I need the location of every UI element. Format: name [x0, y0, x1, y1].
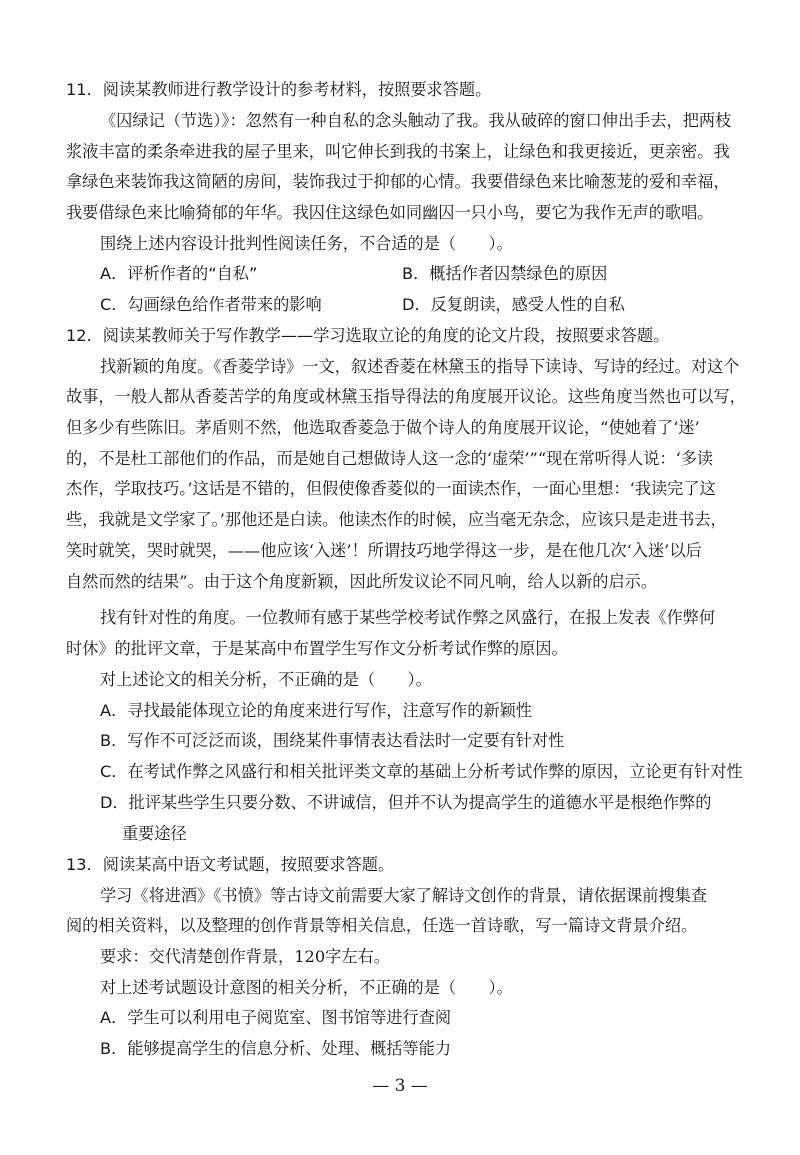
q13-passage-line: 阅的相关资料，以及整理的创作背景等相关信息，任选一首诗歌，写一篇诗文背景介绍。 [66, 916, 698, 935]
q11-passage-line: 我要借绿色来比喻猗郁的年华。我囚住这绿色如同幽囚一只小鸟，要它为我作无声的歌唱。 [66, 203, 714, 222]
q11-option-d: D．反复朗读，感受人性的自私 [402, 295, 625, 314]
q11-passage-line: 拿绿色来装饰我这简陋的房间，装饰我过于抑郁的心情。我要借绿色来比喻葱茏的爱和幸福， [66, 172, 730, 191]
page-number: — 3 — [372, 1076, 428, 1096]
q11-passage-line: 《囚绿记（节选）》：忽然有一种自私的念头触动了我。我从破碎的窗口伸出手去，把两枝 [100, 111, 732, 130]
q12-passage-line: 找新颖的角度。《香菱学诗》一文，叙述香菱在林黛玉的指导下读诗、写诗的经过。对这个 [100, 357, 740, 376]
q11-options-row-2 [100, 295, 800, 315]
q11-passage-line: 浆液丰富的柔条牵进我的屋子里来，叫它伸长到我的书案上，让绿色和我更接近，更亲密。我 [66, 142, 730, 161]
q11-question: 围绕上述内容设计批判性阅读任务，不合适的是（ ）。 [100, 234, 513, 253]
q12-option-a: A．寻找最能体现立论的角度来进行写作，注意写作的新颖性 [100, 701, 532, 720]
q13-question: 对上述考试题设计意图的相关分析，不正确的是（ ）。 [100, 978, 513, 997]
q11-option-b: B．概括作者囚禁绿色的原因 [402, 264, 608, 283]
q12-question: 对上述论文的相关分析，不正确的是（ ）。 [100, 670, 432, 689]
q12-passage-line: 找有针对性的角度。一位教师有感于某些学校考试作弊之风盛行，在报上发表《作弊何 [100, 608, 716, 627]
q12-stem: 12．阅读某教师关于写作教学——学习选取立论的角度的论文片段，按照要求答题。 [66, 326, 670, 345]
q12-option-b: B．写作不可泛泛而谈，围绕某件事情表达看法时一定要有针对性 [100, 731, 565, 750]
q12-passage-line: 但多少有些陈旧。茅盾则不然，他选取香菱急于做个诗人的角度展开议论，“使她着了‘迷’ [66, 418, 700, 437]
q12-option-c: C．在考试作弊之风盛行和相关批评类文章的基础上分析考试作弊的原因，立论更有针对性 [100, 762, 743, 781]
q13-option-a: A．学生可以利用电子阅览室、图书馆等进行查阅 [100, 1008, 452, 1027]
q13-passage-line: 要求：交代清楚创作背景，120字左右。 [100, 947, 390, 966]
q13-option-b: B．能够提高学生的信息分析、处理、概括等能力 [100, 1039, 452, 1058]
q12-option-d: D．批评某些学生只要分数、不讲诚信，但并不认为提高学生的道德水平是根绝作弊的 [100, 793, 712, 812]
q12-passage-line: 时休》的批评文章，于是某高中布置学生写作文分析考试作弊的原因。 [66, 639, 568, 658]
q11-option-a: A．评析作者的“自私” [100, 264, 258, 283]
q11-stem: 11．阅读某教师进行教学设计的参考材料，按照要求答题。 [66, 80, 492, 99]
q12-passage-line: 故事，一般人都从香菱苦学的角度或林黛玉指导得法的角度展开议论。这些角度当然也可以写， [66, 387, 746, 406]
q12-option-d-continued: 重要途径 [122, 824, 187, 843]
q12-passage-line: 杰作，学取技巧。’这话是不错的，但假使像香菱似的一面读杰作，一面心里想：‘我读完了这 [66, 479, 716, 498]
q12-passage-line: 自然而然的结果”。由于这个角度新颖，因此所发议论不同凡响，给人以新的启示。 [66, 572, 658, 591]
q11-options-row-1 [100, 264, 800, 284]
q12-passage-line: 的，不是杜工部他们的作品，而是她自己想做诗人这一念的‘虚荣’”“现在常听得人说：‘多读 [66, 449, 714, 468]
q12-passage-line: 笑时就笑，哭时就哭，——他应该‘入迷’！所谓技巧地学得这一步，是在他几次‘入迷’以后 [66, 541, 702, 560]
q13-stem: 13．阅读某高中语文考试题，按照要求答题。 [66, 855, 395, 874]
q12-passage-line: 些，我就是文学家了。’那他还是白读。他读杰作的时候，应当毫无杂念，应该只是走进书去， [66, 510, 727, 529]
q13-passage-line: 学习《将进酒》《书愤》等古诗文前需要大家了解诗文创作的背景，请依据课前搜集查 [100, 886, 708, 905]
q11-option-c: C．勾画绿色给作者带来的影响 [100, 295, 322, 314]
